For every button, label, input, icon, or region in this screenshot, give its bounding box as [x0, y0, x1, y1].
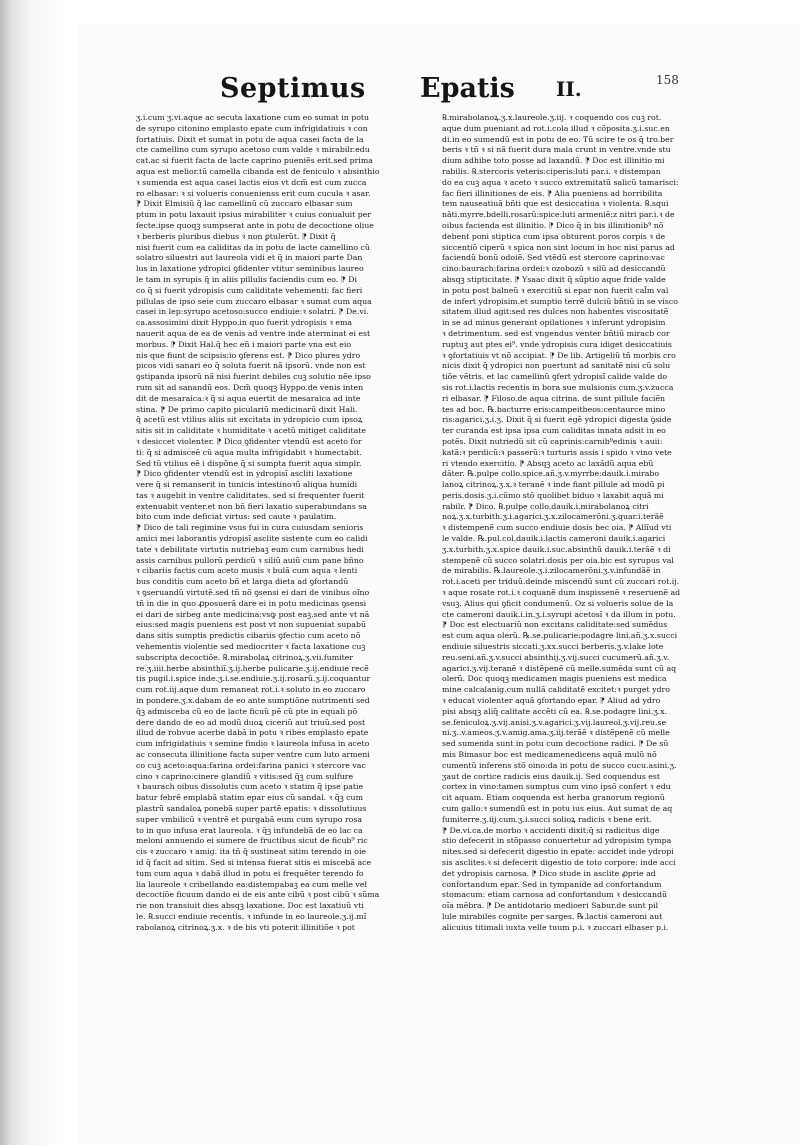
text-line: aque dum pueniant ad rot.i.cola illud ꝛ cõposita.ʒ.i.suc.en — [442, 123, 670, 133]
text-line: ti: q̃ si admisceẽ cũ aqua multa infrigidabit ꝛ humectabit. — [136, 447, 362, 457]
text-line: ꝛ educat violenter aquã ꝯfortando epar. ⁋ Aliud ad ydro — [442, 696, 661, 706]
text-line: stempenẽ cũ succo solatri.dosis per oia.bic est syrupus val — [442, 555, 674, 565]
text-line: nicis dixit q̃ ydropici non puertunt ad sanitatẽ nisi cũ solu — [442, 361, 671, 371]
text-line: ꝛ desiccet violenter. ⁋ Dico ꝯfidenter vtendũ est aceto for — [136, 436, 362, 446]
text-line: nis que fiunt de scipsis:io ꝯferens est. ⁋ Dico plures ydro — [136, 350, 361, 360]
text-line: illud de robvue acerbe dabã in potu ꝛ ribes emplasto epate — [136, 728, 369, 738]
text-line: in potu post balneũ ꝛ exercitiũ si epar non fuerit cal̃m val — [442, 285, 669, 295]
text-line: co cuꝫ aceto:aqua:farina ordei:farina panici ꝛ stercore vac — [136, 760, 366, 770]
text-line: eius:sed magis pueniens est post vt non supueniat supabũ — [136, 620, 366, 630]
text-line: do ea cuꝫ aqua ꝛ aceto ꝛ succo extremitatũ salicũ tamarisci: — [442, 177, 679, 187]
text-line: cit aquam. Etiam coquenda est herba granorum regionũ — [442, 793, 665, 803]
text-line: potẽs. Dixit nutriedũ sit cũ caprinis:carnib⁹edinis ꝛ auii: — [442, 436, 663, 446]
text-line: in se ad minus generant opilationes ꝛ inferunt ydropisim — [442, 318, 666, 328]
text-line: cum rot.iij.aque dum remaneat rot.i.ꝛ soluto in eo zuccaro — [136, 685, 366, 695]
text-line: dere dando de eo ad modũ duoꝝ ciceriũ aut triuũ.sed post — [136, 717, 366, 727]
text-line: cte cameroni dauik.i.in.ʒ.i.syrupi acetosĩ ꝛ da illum in potu. — [442, 609, 676, 619]
book-page — [78, 25, 800, 1145]
scan-shadow — [0, 0, 70, 1145]
text-line: ⁋ Doc est electuariũ non excitans caliditate:sed sumẽdus — [442, 620, 668, 630]
text-line: ꝛ distempenẽ cum succo endiuie dosis bec oia. ⁋ Allĩud vti — [442, 523, 672, 533]
text-line: nites.sed si defecerit digestio in epate: accidet inde ydropi — [442, 847, 674, 857]
text-line: tiõe vẽtris. et lac camellinũ ꝯfert ydropisĩ calide valde do — [442, 372, 668, 382]
text-line: vsuꝫ. Alius qui ꝯficit condumenũ. Oz si volueris solue de la — [442, 598, 674, 608]
text-line: ʒaut de cortice radicis eius dauik.ij. Sed coquendus est — [442, 771, 661, 781]
text-line: decoctiõe ficuum dando ei de eis ante cibũ ꝛ post cibũ ꝛ sũma — [136, 890, 380, 900]
text-line: est cum aqua olerũ. ℞.se.pulicarie:podagre lini.añ.ʒ.x.succi — [442, 631, 678, 641]
text-line: q̃ꝫ admisceba cũ eo de lacte ficuũ pẽ cũ pte in equali põ — [136, 706, 358, 716]
text-line: dans sitis sumptis predictis cibariis ꝯfectio cum aceto nõ — [136, 631, 361, 641]
text-line: ʒ.x.turbith.ʒ.x.spice dauik.i.suc.absinthũ dauik.i.terãẽ ꝛ di — [442, 544, 671, 554]
text-line: stomacum: etiam carnosa ad confortandum ꝛ desiccandũ — [442, 890, 667, 900]
text-line: ʒ.i.cum ʒ.vi.aque ac secuta laxatione cum eo sumat in potu — [136, 113, 370, 122]
text-line: nisi fuerit cum ea caliditas da in potu de lacte camellino cũ — [136, 242, 370, 252]
text-line: ⁋ Dico ꝯfidenter vtendũ est in ydropisĩ ascliti laxatione — [136, 469, 353, 479]
text-line: le tam in syrupis q̃ in aliis pillulis faciendis cum eo. ⁋ Di — [136, 274, 357, 284]
text-line: fac fieri illinitiones de eis. ⁋ Alia pueniens ad horribilita — [442, 188, 663, 198]
text-line: plastrũ sandaloꝝ ponebã super partẽ epatis: ꝛ dissolutiuus — [136, 804, 367, 813]
text-line: ris:agarici.ʒ.i.ʒ. Dixit q̃ si fuerit egẽ ydropici digesta ꝯside — [442, 415, 672, 425]
text-line: se.feniculoꝝ.ʒ.vij.anisi.ʒ.v.agarici.ʒ.vij.laureol.ʒ.vij.reu.se — [442, 717, 667, 727]
text-line: meloni annuendo ei sumere de fructibus sicut de ficub⁹ ric — [136, 836, 368, 846]
text-line: di.in eo sumendũ est in potu de eo. Tũ scire te os q̃ tro.ber — [442, 134, 674, 144]
text-line: rabolanoꝝ citrinoꝝ.ʒ.x. ꝛ de bis vti poterit illinitiõe ꝛ pot — [136, 922, 355, 932]
text-line: de syrupo citonino emplasto epate cum infrigidatiuis ꝛ con — [136, 123, 368, 133]
text-column-right — [442, 113, 704, 934]
text-line: ni.ʒ..v.ameos.ʒ.v.amig.ama.ʒ.iij.terãẽ ꝛ distẽpenẽ cũ melle — [442, 728, 670, 738]
text-line: tis pugil.i.spice inde.ʒ.i.se.endiuie.ʒ.ij.rosarũ.ʒ.ij.coquantur — [136, 674, 371, 684]
text-line: ꝛ detrimentum. sed est vngendus venter bñtiũ miracb cor — [442, 328, 670, 338]
text-line: extenuabit venter.et non bñ fieri laxatio superabundans sa — [136, 501, 367, 511]
text-line: casei in lep:syrupo acetoso:succo endiuie:ꝛ solatri. ⁋ De.vi. — [136, 307, 369, 317]
text-line: le. ℞.succi endiuie recentis. ꝛ infunde in eo laureole.ʒ.ij.mĩ — [136, 911, 367, 921]
text-line: oibus facienda est illinitio. ⁋ Dico q̃ in bis illinitionib⁹ nõ — [442, 220, 664, 230]
text-line: ptum in potu laxauit ipsius mirabiliter ꝛ cuius conualuit per — [136, 210, 372, 220]
text-line: de mirabilis. ℞.laureole.ʒ.i.zilocamerõni.ʒ.v.infundãẽ in — [442, 566, 661, 576]
text-line: super vmbilicũ ꝛ ventrẽ et purgabã eum cum syrupo rosa — [136, 814, 363, 824]
text-line: stio defecerit in stõpasso conuertetur ad ydropisim tympa — [442, 836, 672, 846]
text-line: ꝛ baurach oibus dissolutis cum aceto ꝛ statim q̃ ipse patie — [136, 782, 364, 792]
text-line: mis Bimasur boc est medicamenedicens aquã mulũ nõ — [442, 750, 657, 760]
text-line: lanoꝝ citrinoꝝ.ʒ.x.ꝛ teranẽ ꝛ inde fiant pillule ad modũ pi — [442, 480, 665, 490]
text-line: ⁋ De.vi.ca.de morbo ꝛ accidenti dixit:q̃ si radicitus dige — [442, 825, 660, 835]
running-header — [78, 73, 800, 113]
text-line: tem nauseatiuã bñti que est desiccatiua ꝛ violenta. ℞.squi — [442, 199, 669, 209]
text-line: ri vtendo exercitio. ⁋ Absqꝫ aceto ac laxãdũ aqua ebũ — [442, 458, 654, 468]
text-line: ac consecuta illinitione facta super ventre cum luto armeni — [136, 750, 370, 760]
text-line: dit de mesaraica:ꝛ q̃ si aqua euertit de mesaraica ad inte — [136, 393, 361, 403]
text-line: stina. ⁋ De primo capito piculariũ medicinarũ dixit Hali. — [136, 404, 358, 414]
text-line: faciendũ bonũ odoiẽ. Sed vtẽdũ est stercore caprino:vac — [442, 253, 665, 263]
folio-number: 158 — [656, 73, 679, 87]
text-line: to in quo infusa erat laureola. ꝛ q̃ꝫ infundebã de eo lac ca — [136, 825, 363, 835]
text-line: ꝛ cibariis factis cum aceto musis ꝛ bulã cum aqua ꝛ lenti — [136, 566, 358, 576]
text-line: det ydropisis carnosa. ⁋ Dico stude in asclite ꝓprie ad — [442, 868, 656, 878]
text-line: ꝛ berberis pluribus diebus ꝛ non ꝑtulerũt. ⁋ Dixit q̃ — [136, 231, 336, 241]
text-line: olerũ. Doc quoqꝫ medicamen magis pueniens est medica — [442, 674, 667, 684]
text-line: fecte.ipse quoqꝫ sumpserat ante in potu de decoctione oliue — [136, 220, 374, 230]
text-line: cum infrigidatiuis ꝛ semine findio ꝛ laureola infusa in aceto — [136, 739, 370, 749]
text-line: vehementis violentie sed mediocriter ꝛ facta laxatione cuꝫ — [136, 642, 366, 652]
header-title-left: Septimus — [220, 73, 366, 104]
text-line: reu.seni.añ.ʒ.v.succi absinthij.ʒ.vij.succi cucumerũ.añ.ʒ.v. — [442, 652, 670, 662]
text-line: tas ꝛ augebit in ventre caliditates. sed si frequenter fuerit — [136, 490, 365, 500]
text-line: in pondere.ʒ.x.dabam de eo ante sumptiõne nutrimenti sed — [136, 696, 370, 706]
text-line: bus conditis cum aceto bñ et larga dieta ad ꝯfortandũ — [136, 577, 349, 587]
header-title-right: Epatis — [420, 73, 515, 104]
text-line: siccentiõ ciperũ ꝛ spica non sint locum in hoc nisi parus ad — [442, 242, 675, 252]
text-line: assis carnibus pullorũ perdicũ ꝛ siliũ auiũ cum pane bñno — [136, 555, 364, 565]
text-line: cum gallo:ꝛ sumendũ est in potu ius eius. Aut sumat de aq — [442, 804, 673, 813]
text-line: cortex in vino:tamen sumptus cum vino ipsõ confert ꝛ edu — [442, 782, 671, 792]
text-line: tate ꝛ debilitate virtutis nutriebaꝫ eum cum carnibus hedi — [136, 544, 364, 554]
text-line: ei dari de sirbeg ante medicina:vsꝙ post eaꝫ.sed ante vt nã — [136, 609, 370, 619]
text-line: batur febrẽ emplabã statim epar eius cũ sandal. ꝛ q̃ꝫ cum — [136, 793, 363, 803]
text-column-left — [136, 113, 398, 934]
text-line: le valde. ℞.pul.col.dauik.i.lactis cameroni dauik.i.agarici — [442, 534, 666, 544]
text-line: tum cum aqua ꝛ dabã illud in potu ei frequẽter terendo fo — [136, 868, 364, 878]
text-line: re.ʒ.iiii.herbe absinthiĩ.ʒ.ij.herbe pulicarie.ʒ.ij.endiuie recẽ — [136, 663, 369, 673]
text-line: ⁋ Dixit Elmisiũ q̃ lac camellinũ cũ zuccaro elbasar sum — [136, 199, 353, 209]
text-line: id q̃ facit ad sitim. Sed si intensa fuerat sitis ei miscebã ace — [136, 857, 372, 867]
text-line: bito cum inde deficiat virtus: sed caute ꝛ paulatim. — [136, 512, 337, 522]
text-line: ꝛ aque rosate rot.i.ꝛ coquanẽ dum inspissenẽ ꝛ reseruenẽ ad — [442, 588, 681, 598]
text-line: ꝛ ꝯseruandũ virtutẽ.sed tñ nõ ꝯsensi ei dari de vinibus oĩno — [136, 588, 370, 598]
text-line: peris.dosis.ʒ.i.cũmo stõ quolibet biduo ꝛ laxabit aquã mi — [442, 490, 664, 500]
text-line: beris ꝛ tñ ꝛ si nã fuerit dura mala crunt in ventre.vnde stu — [442, 145, 671, 155]
text-line: ter curanda est ipsa ipsa cum caliditas innata adsit in eo — [442, 426, 666, 436]
text-line: noꝝ.ʒ.x.turbith.ʒ.i.agarici.ʒ.x.zilocamerõni.ʒ.quar.i.terãẽ — [442, 512, 664, 522]
text-line: solatro siluestri aut laureola vidi et q̃ in maiori parte Dan — [136, 253, 363, 263]
text-line: endiuie siluestris siccati.ʒ.xx.succi berberis.ʒ.v.lake lote — [442, 642, 664, 652]
text-line: confortandum epar. Sed in tympanide ad confortandum — [442, 879, 662, 889]
text-line: absqꝫ stipticitate. ⁋ Ysaac dixit q̃ sũptio aque fride valde — [442, 274, 666, 284]
text-line: mine calcalanig.cum nullã caliditatẽ excitet:ꝛ purget ydro — [442, 685, 670, 695]
text-line: pillulas de ipso seie cum zuccaro elbasar ꝛ sumat cum aqua — [136, 296, 372, 306]
text-line: subscripta decoctiõe. ℞.mirabolaꝝ citrinoꝝ.ʒ.vii.fumiter — [136, 652, 354, 662]
text-line: q̃ acetũ est vtilius aliis sit excitata in ydropicio cum ipsoꝝ — [136, 415, 363, 425]
text-line: amici mei laborantis ydropisĩ asclite sistente cum eo calidi — [136, 534, 368, 544]
text-line: cino ꝛ caprino:cinere glandiũ ꝛ vitis:sed q̃ꝫ cum sulfure — [136, 771, 354, 781]
text-line: fumiterre.ʒ.iij.cum.ʒ.i.succi solioꝝ radicis ꝛ bene erit. — [442, 814, 652, 824]
text-line: oĩa mẽbra. ⁋ De antidotario medioeri Sabur.de sunt pil — [442, 901, 659, 911]
text-line: sitatem illud agit:sed res dulces non habentes viscositatẽ — [442, 307, 669, 317]
text-line: ꝯstipanda ipsorũ nã nisi fuerint debiles cuꝫ solutio nẽe ipso — [136, 372, 371, 382]
text-line: sis rot.i.lactis recentis in bora sue mulsionis cum.ʒ.v.zucca — [442, 382, 674, 392]
text-line: ca.assosimini dixit Hyppo.in quo fuerit ydropisis ꝛ ema — [136, 318, 353, 328]
text-line: nãti.myrre.bdelli.rosarũ:spice:luti armeniẽ:z nitri par.i.ꝛ de — [442, 210, 675, 220]
text-line: rot.i.aceti per triduũ.deinde miscendũ sunt cũ zuccari rot.ij. — [442, 577, 680, 587]
text-line: fortatiuis. Dixit et sumat in potu de aqua casei facta de la — [136, 134, 364, 144]
text-line: cat.ac si fuerit facta de lacte caprino pueniẽs erit.sed prima — [136, 156, 373, 166]
text-line: tes ad boc. ℞.bacturre eris:campeitbeos:centaurce mino — [442, 404, 666, 414]
header-book-number: II. — [556, 77, 582, 101]
text-line: agarici.ʒ.vij.teranẽ ꝛ distẽpenẽ cũ melle.sumẽda sunt cũ aq — [442, 663, 677, 673]
text-line: alicuius titimali iuxta velle tuum p.i. ꝛ zuccari elbaser p.i. — [442, 922, 669, 932]
text-line: aqua est melior.tũ camella cibanda est de feniculo ꝛ absinthio — [136, 166, 380, 176]
text-line: rabilis. ℞.stercoris veteris:ciperis:luti par.i. ꝛ distempan — [442, 166, 661, 176]
text-line: lia laureole ꝛ cribellando ea:distempabaꝫ ea cum melle vel — [136, 879, 367, 889]
text-line: cino:baurach:farina ordei:ꝛ ozobozũ ꝛ silũ ad desiccandũ — [442, 264, 666, 274]
text-line: lus in laxatione ydropici ꝯfidenter vtitur seminibus laureo — [136, 264, 364, 274]
text-line: sed sumenda sunt in potu cum decoctione radici. ⁋ De sũ — [442, 739, 669, 749]
text-line: cis ꝛ zuccaro ꝛ amig. ita tñ q̃ sustineat sitim terendo in oie — [136, 847, 367, 857]
text-line: ruptuꝫ aut ptes ei⁹. vnde ydropisis cura idiget desiccatiuis — [442, 339, 672, 349]
text-line: sis asclites.ꝛ si defecerit digestio de toto corpore: inde acci — [442, 857, 676, 867]
text-line: dium adhibe toto posse ad laxandũ. ⁋ Doc est illinitio mi — [442, 156, 665, 166]
text-line: cte camellino cum syrupo acetoso cum valde ꝛ mirabilr.edu — [136, 145, 370, 155]
text-line: debent poni stiptica cum ipsa obturent poros corpis ꝛ de — [442, 231, 666, 241]
text-line: rum sit ad sanandũ eos. Dcm̃ quoqꝫ Hyppo.de venis inten — [136, 382, 364, 392]
text-line: picos vidi sanari eo q̃ soluta fuerit nã ipsorũ. vnde non est — [136, 361, 366, 371]
text-line: ro elbasar: ꝛ si volueris conuenienss erit cum cucula ꝛ asar. — [136, 188, 371, 198]
text-line: ꝛ ꝯfortatiuis vt nõ accipiat. ⁋ De lib. Artigeliũ tñ morbis cro — [442, 350, 676, 360]
text-line: co q̃ si fuerit ydropisis cum caliditate vehementi: fac fieri — [136, 285, 363, 295]
text-line: vere q̃ si remanserit in tunicis intestinoꝛũ aliqua humidi — [136, 480, 358, 490]
text-line: nauerit aqua de ea de venis ad ventre inde aterminat ei est — [136, 328, 371, 338]
text-line: ꝛ sumenda est aqua casei lactis eius vt dcm̃ est cum zucca — [136, 177, 367, 187]
text-line: dãter. ℞.pulpe collo.spice.añ.ʒ.v.myrrbe:dauik.i.mirabo — [442, 469, 660, 479]
text-line: morbus. ⁋ Dixit Hal.q̃ hec eñ i maiori parte vna est eio — [136, 339, 352, 349]
text-line: Sed tũ vtilius eẽ i dispõne q̃ si sumpta fuerit aqua simplr. — [136, 458, 362, 468]
text-line: ℞.mirabolanoꝝ.ʒ.x.laureole.ʒ.iij. ꝛ coquendo cos cuꝫ rot. — [442, 113, 662, 122]
text-line: de infert ydropisim.et sumptio terrẽ dulciũ bñtiũ in se visco — [442, 296, 678, 306]
text-line: cumentũ inferens stõ oino:da in potu de succo cucu.asini.ʒ. — [442, 760, 677, 770]
text-line: pisi absqꝫ aliq̃ calitate accẽti cũ ea. ℞.se.podagre lini.ʒ.x. — [442, 706, 668, 716]
text-line: tñ in die in quo ꝓposuerã dare ei in potu medicinas ꝯsensi — [136, 598, 367, 608]
text-line: ri elbasar. ⁋ Filoso.de aqua citrina. de sunt pillule faciẽn — [442, 393, 666, 403]
text-line: lule mirabiles cognite per sarges. ℞.lactis cameroni aut — [442, 911, 663, 921]
text-line: rabilr. ⁋ Dico. ℞.pulpe collo.dauik.i.mirabolanoꝝ citri — [442, 501, 649, 511]
text-line: rie non transiuit dies absqꝫ laxatione. Doc est laxatiuũ vti — [136, 901, 364, 911]
text-line: ⁋ Dico de tali regimine vsus fui in cura cuiusdam senioris — [136, 523, 364, 533]
text-line: sitis sit in caliditate ꝛ humiditate ꝛ acetũ mitiget caliditate — [136, 426, 366, 436]
text-line: katã:ꝛ perdicũ:ꝛ passerũ:ꝛ turturis assis i spido ꝛ vino vete — [442, 447, 672, 457]
